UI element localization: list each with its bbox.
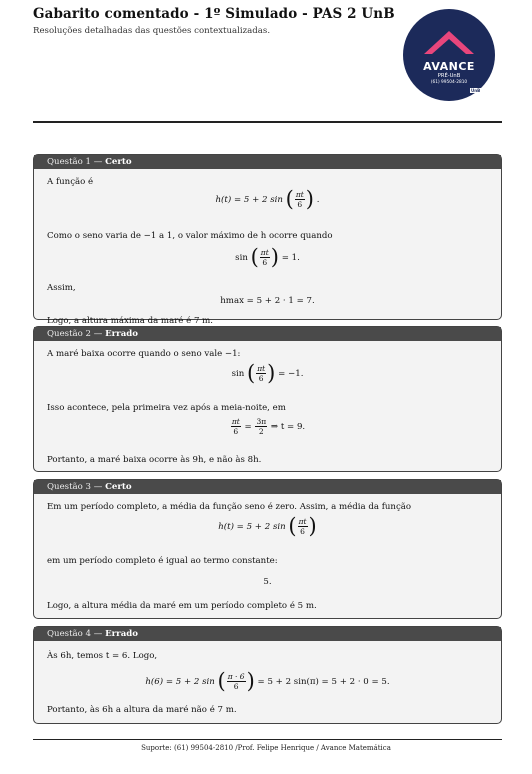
- document-subtitle: Resoluções detalhadas das questões contextualizadas.: [33, 26, 271, 36]
- q3-conclusion: Logo, a altura média da maré em um período completo é 5 m.: [47, 601, 317, 611]
- q1-equation-max: hmax = 5 + 2 · 1 = 7.: [220, 296, 315, 306]
- question-1-header: [34, 155, 501, 169]
- question-4-verdict: Errado: [105, 629, 139, 639]
- q1-text-3: Assim,: [47, 283, 76, 293]
- roof-logo-icon: [423, 30, 475, 60]
- question-1-box: [33, 154, 502, 326]
- logo-brand: AVANCE: [423, 60, 475, 73]
- q2-conclusion: Portanto, a maré baixa ocorre às 9h, e não às 8h.: [47, 455, 262, 465]
- logo-subtitle: PRÉ-UnB: [437, 73, 461, 79]
- footer-text: Suporte: (61) 99504-2810 /Prof. Felipe Henrique / Avance Matemática: [141, 744, 391, 752]
- q1-equation-h: h(t) = 5 + 2 sin ( $\frac{\pi t}{6}$ ) .: [215, 187, 320, 211]
- unb-badge: UnB: [471, 88, 481, 93]
- question-2-label: Questão 2 —: [47, 329, 103, 339]
- question-4-header: [34, 627, 501, 641]
- document-title: Gabarito comentado - 1º Simulado - PAS 2 UnB: [33, 6, 395, 22]
- q4-equation: h(6) = 5 + 2 sin ( $\frac{\pi \cdot 6}{6}$ ) = 5 + 2 sin(π) = 5 + 2 · 0 = 5.: [145, 669, 390, 693]
- q2-equation-sin: sin ( $\frac{\pi t}{6}$ ) = −1.: [231, 361, 304, 385]
- q1-intro: A função é: [47, 177, 94, 187]
- question-4-label: Questão 4 —: [47, 629, 103, 639]
- question-1-verdict: Certo: [105, 157, 132, 167]
- footer-divider: [33, 739, 502, 740]
- avance-logo: [403, 9, 495, 101]
- question-3-header: [34, 480, 501, 494]
- question-3-label: Questão 3 —: [47, 482, 103, 492]
- q1-equation-sin: sin ( $\frac{\pi t}{6}$ ) = 1.: [235, 245, 300, 269]
- question-2-header: [34, 327, 501, 341]
- question-2-verdict: Errado: [105, 329, 139, 339]
- q1-text-2: Como o seno varia de −1 a 1, o valor máximo de h ocorre quando: [47, 231, 333, 241]
- question-4-box: [33, 626, 502, 724]
- q3-intro: Em um período completo, a média da função seno é zero. Assim, a média da função: [47, 502, 412, 512]
- question-1-label: Questão 1 —: [47, 157, 103, 167]
- q3-equation-h: h(t) = 5 + 2 sin ( $\frac{\pi t}{6}$ ): [218, 514, 317, 538]
- q2-equation-t: $\frac{\pi t}{6}$ = $\frac{3\pi}{2}$ ⇒ t = 9.: [231, 417, 306, 436]
- header-divider: [33, 121, 502, 123]
- q3-constant: 5.: [263, 577, 272, 587]
- q4-intro: Às 6h, temos t = 6. Logo,: [47, 651, 158, 661]
- q1-conclusion: Logo, a altura máxima da maré é 7 m.: [47, 316, 214, 326]
- question-3-box: [33, 479, 502, 619]
- question-2-box: [33, 326, 502, 472]
- q4-conclusion: Portanto, às 6h a altura da maré não é 7 m.: [47, 705, 237, 715]
- q2-intro: A maré baixa ocorre quando o seno vale −1:: [47, 349, 241, 359]
- logo-phone: (61) 99504-2810: [430, 80, 468, 85]
- question-3-verdict: Certo: [105, 482, 132, 492]
- q3-text-2: em um período completo é igual ao termo constante:: [47, 556, 278, 566]
- q2-text-2: Isso acontece, pela primeira vez após a meia-noite, em: [47, 403, 286, 413]
